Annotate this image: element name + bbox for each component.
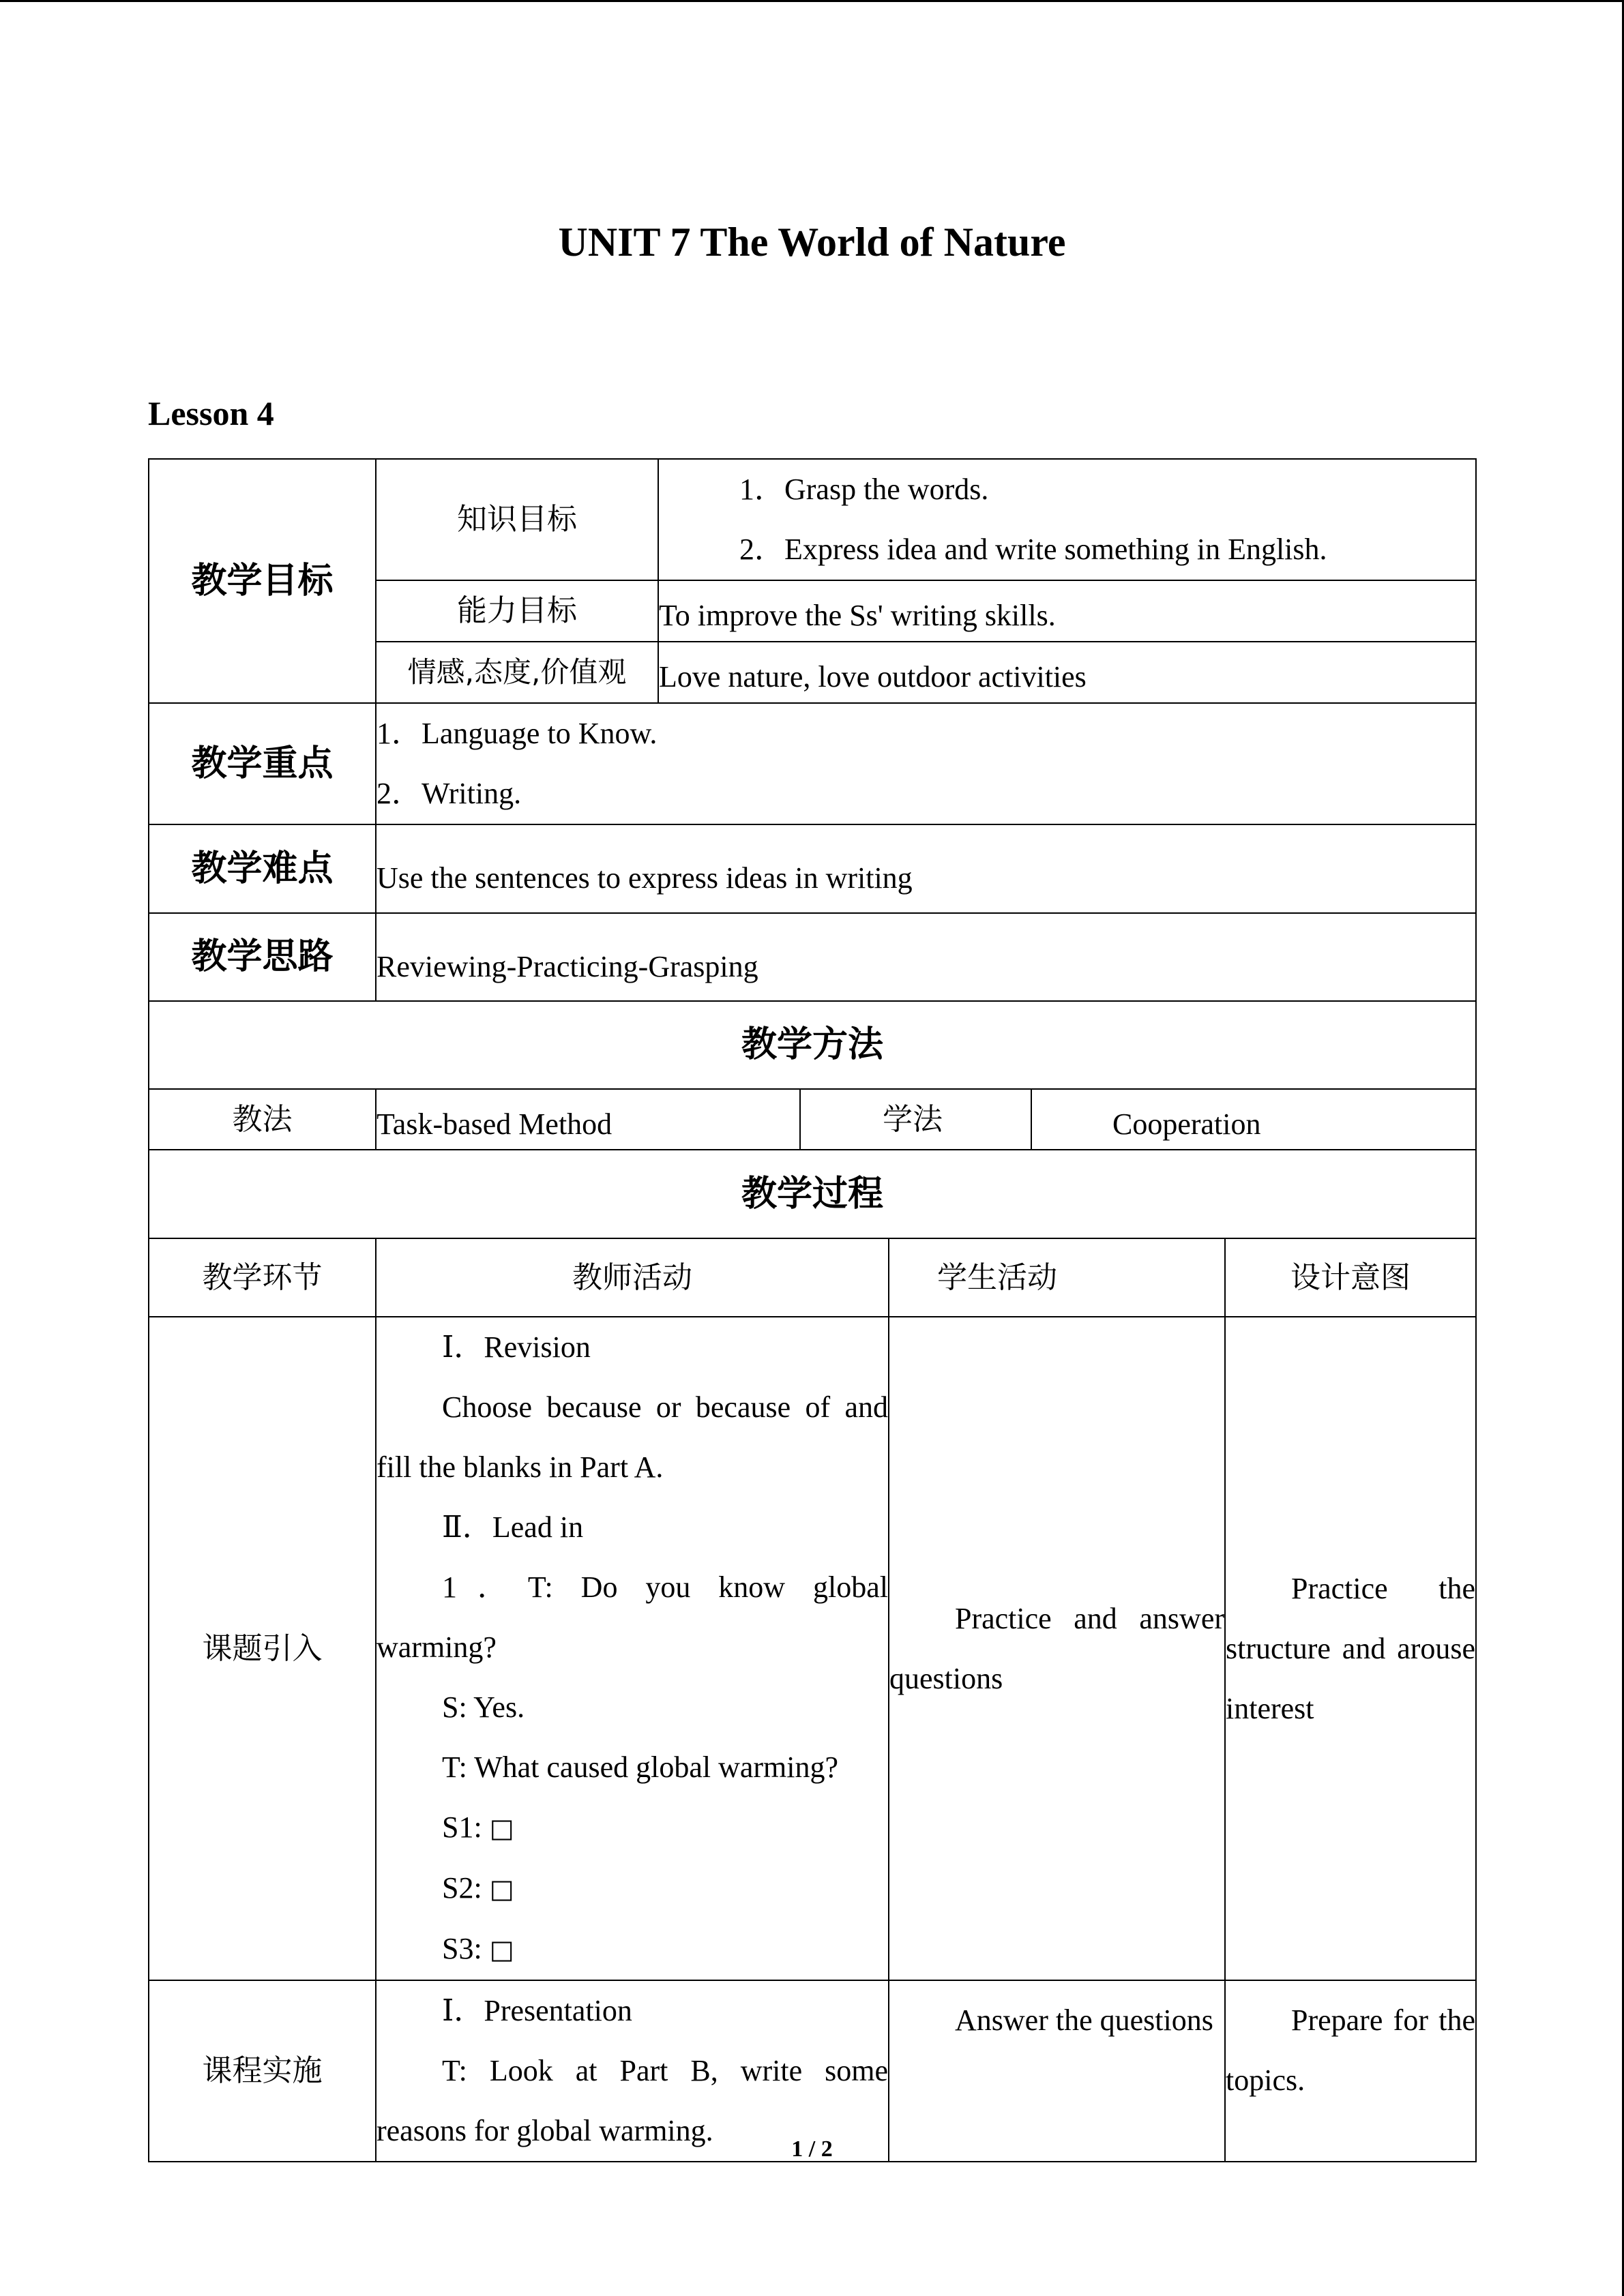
approach-label: 教学思路	[149, 913, 376, 1001]
knowledge-item: 1．Grasp the words.	[739, 473, 989, 506]
blank-box-icon: □	[489, 1935, 514, 1965]
lesson-heading: Lesson 4	[148, 394, 274, 432]
key-points-content	[376, 703, 1476, 824]
student-activity-cell	[889, 1317, 1225, 1980]
approach-row	[149, 913, 1476, 1001]
teacher-line: S: Yes.	[442, 1690, 525, 1724]
teaching-method-label: 教法	[149, 1089, 376, 1150]
teacher-line: Choose because or because of and fill the blanks in Part A.	[377, 1390, 888, 1484]
methods-row	[149, 1089, 1476, 1150]
objectives-row-knowledge	[149, 459, 1476, 580]
process-row-intro	[149, 1317, 1476, 1980]
teaching-method-value: Task-based Method	[376, 1089, 800, 1150]
col-header-intent: 设计意图	[1225, 1238, 1476, 1317]
teacher-activity-cell	[376, 1980, 889, 2162]
teacher-line	[377, 1798, 888, 1858]
col-header-student: 学生活动	[889, 1238, 1225, 1317]
emotion-goal: Love nature, love outdoor activities	[658, 642, 1476, 703]
approach-content: Reviewing-Practicing-Grasping	[376, 913, 1476, 1001]
methods-heading-row	[149, 1001, 1476, 1089]
objectives-label: 教学目标	[149, 459, 376, 703]
design-intent-text: Prepare for the topics.	[1226, 2003, 1476, 2097]
process-row-implementation	[149, 1980, 1476, 2162]
process-heading-row	[149, 1150, 1476, 1238]
ability-label: 能力目标	[376, 580, 658, 642]
difficulties-row	[149, 824, 1476, 913]
teacher-activity-cell	[376, 1317, 889, 1980]
teacher-line: Ⅰ．Presentation	[442, 1994, 632, 2027]
blank-box-icon: □	[489, 1813, 514, 1843]
process-heading: 教学过程	[149, 1150, 1476, 1238]
ability-goal: To improve the Ss' writing skills.	[658, 580, 1476, 642]
process-header-row	[149, 1238, 1476, 1317]
lesson-plan-table	[148, 458, 1477, 2162]
speaker-label: S2:	[442, 1871, 490, 1905]
stage-cell: 课题引入	[149, 1317, 376, 1980]
key-point-item: 2．Writing.	[377, 777, 522, 810]
design-intent-text: Practice the structure and arouse interest	[1226, 1571, 1476, 1725]
design-intent-cell	[1225, 1317, 1476, 1980]
learning-method-value: Cooperation	[1031, 1089, 1476, 1150]
page-title: UNIT 7 The World of Nature	[558, 220, 1066, 265]
key-points-row	[149, 703, 1476, 824]
page-number: 1 / 2	[791, 2136, 833, 2162]
methods-heading: 教学方法	[149, 1001, 1476, 1089]
learning-method-label: 学法	[800, 1089, 1031, 1150]
key-point-item: 1．Language to Know.	[377, 717, 658, 750]
col-header-teacher: 教师活动	[376, 1238, 889, 1317]
teacher-line	[377, 1858, 888, 1919]
design-intent-cell	[1225, 1980, 1476, 2162]
speaker-label: S3:	[442, 1932, 490, 1965]
key-points-label: 教学重点	[149, 703, 376, 824]
student-activity-cell	[889, 1980, 1225, 2162]
knowledge-item: 2．Express idea and write something in English.	[739, 533, 1327, 566]
knowledge-label: 知识目标	[376, 459, 658, 580]
difficulties-content: Use the sentences to express ideas in writing	[376, 824, 1476, 913]
blank-box-icon: □	[489, 1874, 514, 1904]
col-header-stage: 教学环节	[149, 1238, 376, 1317]
student-activity-text: Answer the questions	[955, 2003, 1213, 2037]
teacher-line: Ⅰ．Revision	[442, 1330, 591, 1364]
difficulties-label: 教学难点	[149, 824, 376, 913]
student-activity-text: Practice and answer questions	[889, 1601, 1224, 1695]
teacher-line: T: Look at Part B, write some reasons for global warming.	[377, 2054, 888, 2147]
emotion-label: 情感,态度,价值观	[376, 642, 658, 703]
knowledge-goals	[658, 459, 1476, 580]
teacher-line	[377, 1919, 888, 1980]
speaker-label: S1:	[442, 1810, 490, 1844]
teacher-line: T: What caused global warming?	[442, 1750, 839, 1784]
teacher-line: 1．T: Do you know global warming?	[377, 1570, 888, 1664]
stage-cell: 课程实施	[149, 1980, 376, 2162]
teacher-line: Ⅱ．Lead in	[442, 1510, 584, 1544]
